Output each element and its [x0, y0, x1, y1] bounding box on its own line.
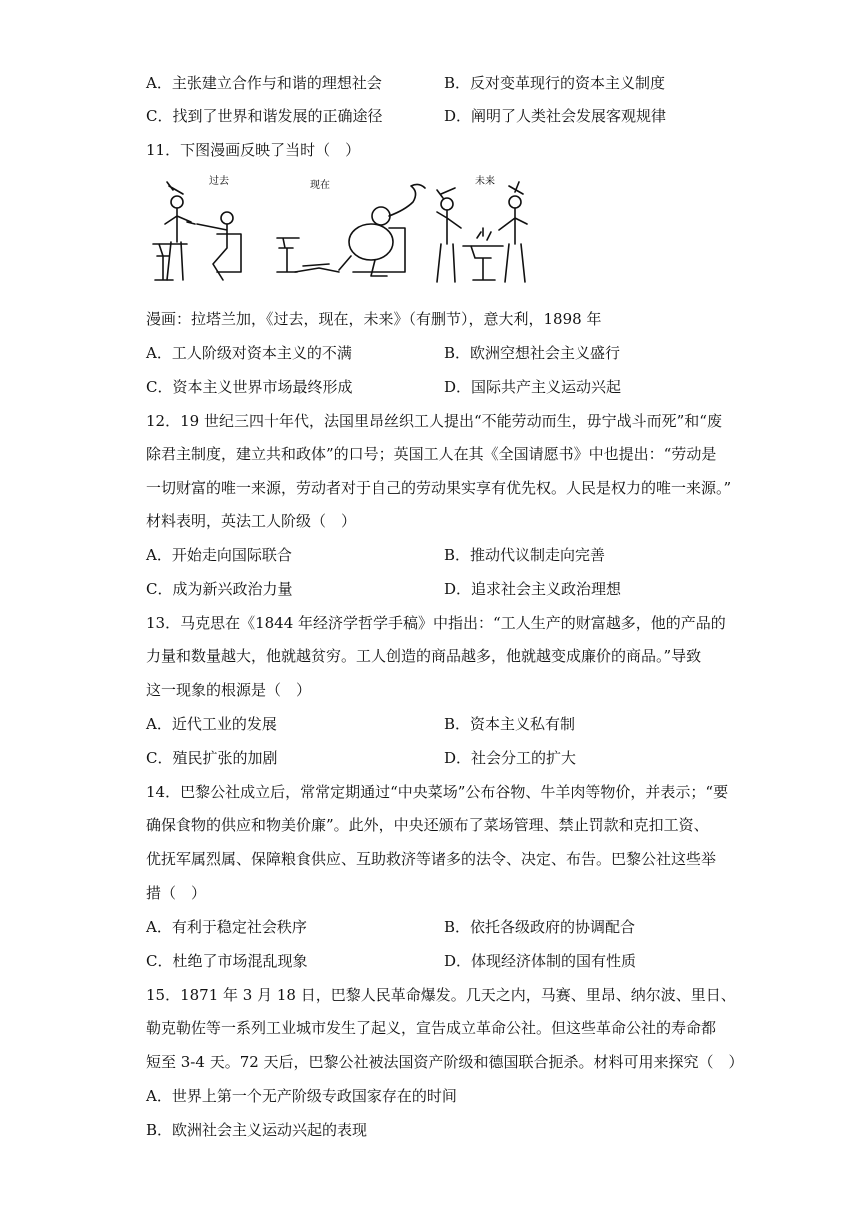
q12-option-b: B．推动代议制走向完善 [444, 546, 606, 564]
q14-option-a: A．有利于稳定社会秩序 [146, 918, 307, 936]
q11-option-a: A．工人阶级对资本主义的不满 [146, 344, 352, 362]
q10-option-b: B．反对变革现行的资本主义制度 [444, 74, 666, 92]
cartoon-panel-past [153, 182, 241, 280]
q12-line-3: 一切财富的唯一来源，劳动者对于自己的劳动果实享有优先权。人民是权力的唯一来源。” [146, 479, 732, 497]
q10-option-d: D．阐明了人类社会发展客观规律 [444, 107, 667, 125]
q13-line-3: 这一现象的根源是（ ） [146, 681, 312, 699]
q14-line-1: 14．巴黎公社成立后，常常定期通过“中央菜场”公布谷物、牛羊肉等物价，并表示；“要 [146, 783, 729, 801]
cartoon-label-past: 过去 [209, 176, 229, 187]
q12-line-4: 材料表明，英法工人阶级（ ） [146, 512, 357, 530]
q15-option-b: B．欧洲社会主义运动兴起的表现 [146, 1121, 368, 1139]
q11-option-c: C．资本主义世界市场最终形成 [146, 378, 353, 396]
cartoon-label-present: 现在 [310, 180, 330, 191]
q12-option-d: D．追求社会主义政治理想 [444, 580, 622, 598]
cartoon-panel-present [277, 184, 425, 276]
q13-option-c: C．殖民扩张的加剧 [146, 749, 278, 767]
q13-line-2: 力量和数量越大，他就越贫穷。工人创造的商品越多，他就越变成廉价的商品。”导致 [146, 647, 702, 665]
q11-caption: 漫画：拉塔兰加，《过去，现在，未来》（有删节），意大利，1898 年 [146, 310, 602, 328]
q14-option-b: B．依托各级政府的协调配合 [444, 918, 636, 936]
q14-option-c: C．杜绝了市场混乱现象 [146, 952, 308, 970]
q15-line-1: 15．1871 年 3 月 18 日，巴黎人民革命爆发。几天之内，马赛、里昂、纳尔波、里日、 [146, 986, 736, 1004]
q13-option-a: A．近代工业的发展 [146, 715, 277, 733]
q10-option-c: C．找到了世界和谐发展的正确途径 [146, 107, 383, 125]
q13-option-b: B．资本主义私有制 [444, 715, 576, 733]
q12-option-c: C．成为新兴政治力量 [146, 580, 293, 598]
q15-option-a: A．世界上第一个无产阶级专政国家存在的时间 [146, 1087, 457, 1105]
q11-stem: 11．下图漫画反映了当时（ ） [146, 141, 361, 159]
q11-option-d: D．国际共产主义运动兴起 [444, 378, 622, 396]
q12-line-2: 除君主制度，建立共和政体”的口号；英国工人在其《全国请愿书》中也提出：“劳动是 [146, 445, 717, 463]
q14-option-d: D．体现经济体制的国有性质 [444, 952, 637, 970]
cartoon-label-future: 未来 [475, 176, 495, 187]
q12-line-1: 12．19 世纪三四十年代，法国里昂丝织工人提出“不能劳动而生，毋宁战斗而死”和“废 [146, 412, 722, 430]
q12-option-a: A．开始走向国际联合 [146, 546, 292, 564]
q15-line-2: 勒克勒佐等一系列工业城市发生了起义，宣告成立革命公社。但这些革命公社的寿命都 [146, 1019, 717, 1037]
q10-option-a: A．主张建立合作与和谐的理想社会 [146, 74, 382, 92]
q14-line-2: 确保食物的供应和物美价廉”。此外，中央还颁布了菜场管理、禁止罚款和克扣工资、 [146, 816, 709, 834]
cartoon-panel-future [437, 182, 527, 282]
cartoon-image [143, 172, 535, 292]
q13-option-d: D．社会分工的扩大 [444, 749, 577, 767]
q14-line-4: 措（ ） [146, 884, 207, 902]
q13-line-1: 13．马克思在《1844 年经济学哲学手稿》中指出：“工人生产的财富越多，他的产品的 [146, 614, 726, 632]
q11-option-b: B．欧洲空想社会主义盛行 [444, 344, 621, 362]
q15-line-3: 短至 3-4 天。72 天后，巴黎公社被法国资产阶级和德国联合扼杀。材料可用来探究（ ） [146, 1053, 744, 1071]
q14-line-3: 优抚军属烈属、保障粮食供应、互助救济等诸多的法令、决定、布告。巴黎公社这些举 [146, 850, 717, 868]
